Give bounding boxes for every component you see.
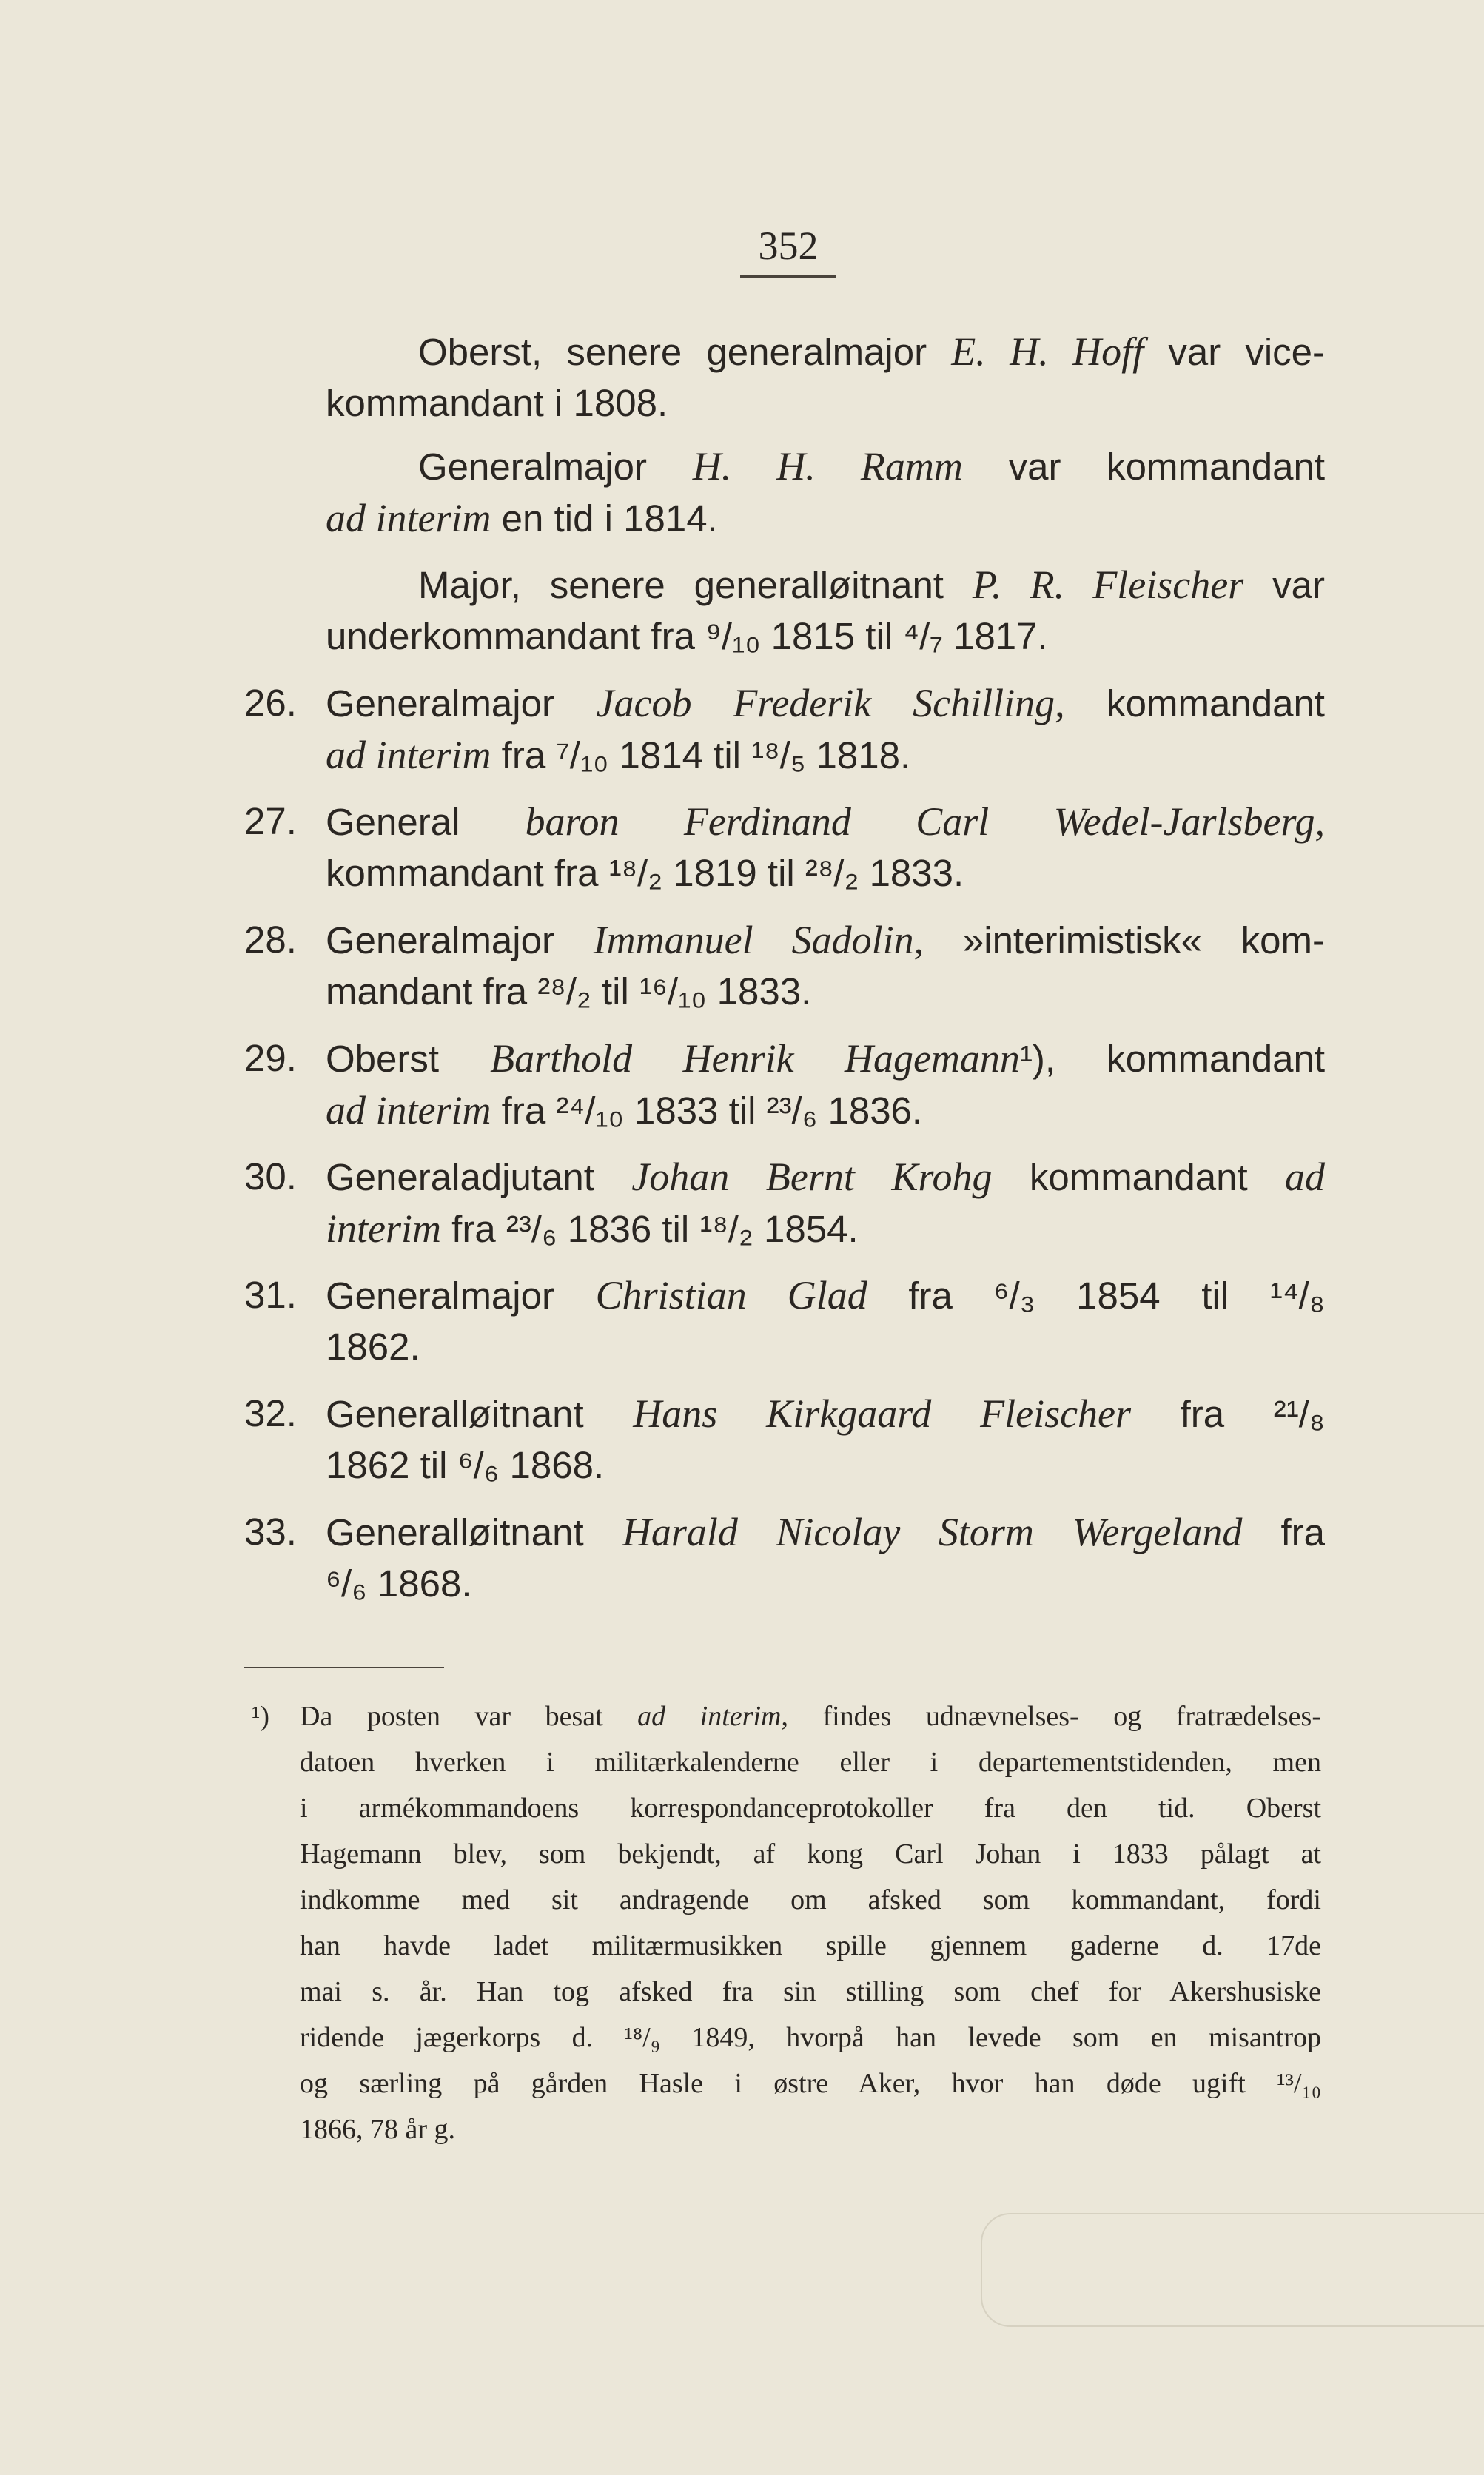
text-line: Generalmajor Jacob Frederik Schilling, kommandant — [326, 681, 1325, 725]
text-line: Oberst, senere generalmajor E. H. Hoff var vice- — [418, 329, 1325, 374]
text-line: ad interim fra ⁷/₁₀ 1814 til ¹⁸/₅ 1818. — [326, 733, 911, 777]
footnote-line: indkomme med sit andragende om afsked som kommandant, fordi — [300, 1884, 1321, 1915]
footnote-line: og særling på gården Hasle i østre Aker, hvor han døde ugift ¹³/₁₀ — [300, 2068, 1321, 2099]
text-line: interim fra ²³/₆ 1836 til ¹⁸/₂ 1854. — [326, 1206, 859, 1251]
footnote-line: datoen hverken i militærkalenderne eller i departementstidenden, men — [300, 1747, 1321, 1778]
entry-number: 28. — [244, 919, 297, 961]
text-line: Generaladjutant Johan Bernt Krohg kommandant ad — [326, 1155, 1325, 1199]
text-line: Generalløitnant Harald Nicolay Storm Wergeland fra — [326, 1510, 1326, 1554]
text-line: Generalløitnant Hans Kirkgaard Fleischer fra ²¹/₈ — [326, 1391, 1325, 1436]
scan-artifact-frame — [981, 2213, 1484, 2327]
footnote-line: Hagemann blev, som bekjendt, af kong Carl Johan i 1833 pålagt at — [300, 1838, 1321, 1870]
text-line: kommandant i 1808. — [326, 382, 668, 424]
footnote-line: 1866, 78 år g. — [300, 2114, 456, 2145]
text-line: Major, senere generalløitnant P. R. Fleischer var — [418, 562, 1325, 607]
text-line: 1862 til ⁶/₆ 1868. — [326, 1444, 605, 1486]
text-line: mandant fra ²⁸/₂ til ¹⁶/₁₀ 1833. — [326, 970, 812, 1013]
text-line: General baron Ferdinand Carl Wedel-Jarlsberg, — [326, 799, 1326, 844]
text-line: Generalmajor Christian Glad fra ⁶/₃ 1854 til ¹⁴/₈ — [326, 1273, 1325, 1317]
page-number-rule — [740, 275, 836, 278]
text-line: underkommandant fra ⁹/₁₀ 1815 til ⁴/₇ 1817. — [326, 615, 1048, 657]
footnote-mark: ¹) — [252, 1701, 270, 1732]
footnote-separator — [244, 1667, 444, 1668]
entry-number: 30. — [244, 1155, 297, 1198]
text-line: Generalmajor H. H. Ramm var kommandant — [418, 444, 1325, 488]
footnote-line: Da posten var besat ad interim, findes udnævnelses- og fratrædelses- — [300, 1701, 1321, 1732]
footnote-line: ridende jægerkorps d. ¹⁸/₉ 1849, hvorpå han levede som en misantrop — [300, 2022, 1321, 2053]
text-line: Oberst Barthold Henrik Hagemann¹), kommandant — [326, 1036, 1325, 1081]
footnote-line: mai s. år. Han tog afsked fra sin stilling som chef for Akershusiske — [300, 1976, 1321, 2007]
entry-number: 27. — [244, 800, 297, 842]
footnote-line: i armékommandoens korrespondanceprotokoller fra den tid. Oberst — [300, 1793, 1321, 1824]
text-line: ad interim fra ²⁴/₁₀ 1833 til ²³/₆ 1836. — [326, 1088, 923, 1132]
entry-number: 32. — [244, 1392, 297, 1434]
text-line: 1862. — [326, 1326, 420, 1368]
entry-number: 26. — [244, 682, 297, 724]
text-line: ⁶/₆ 1868. — [326, 1562, 472, 1605]
text-line: Generalmajor Immanuel Sadolin, »interimistisk« kom- — [326, 918, 1325, 962]
footnote-line: han havde ladet militærmusikken spille gjennem gaderne d. 17de — [300, 1930, 1321, 1961]
entry-number: 33. — [244, 1511, 297, 1553]
entry-number: 29. — [244, 1037, 297, 1079]
entry-number: 31. — [244, 1274, 297, 1316]
text-line: kommandant fra ¹⁸/₂ 1819 til ²⁸/₂ 1833. — [326, 852, 964, 894]
text-line: ad interim en tid i 1814. — [326, 496, 718, 540]
page-number: 352 — [758, 224, 819, 268]
